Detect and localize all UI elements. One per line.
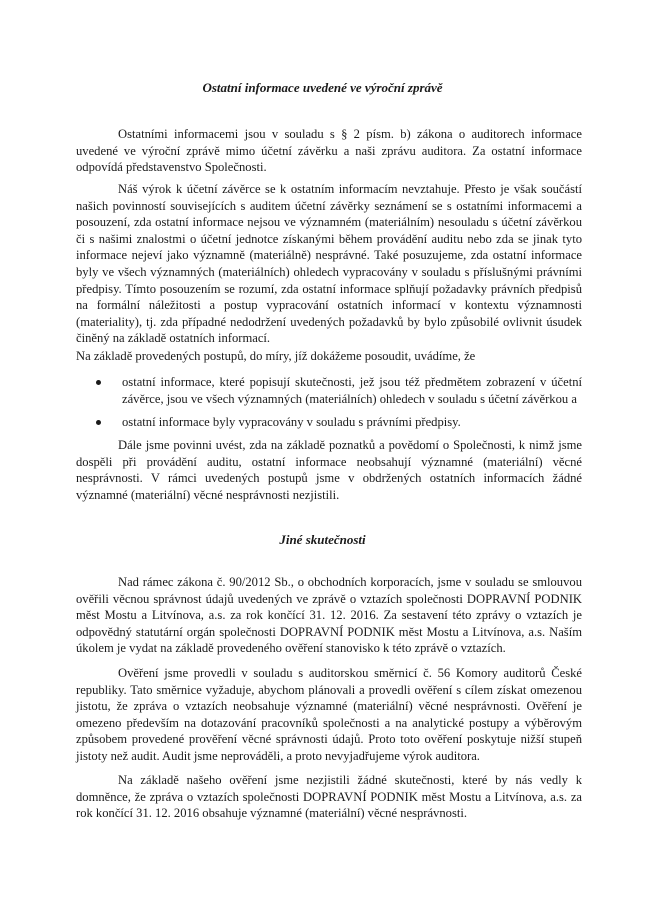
bullet-item: [98, 374, 582, 407]
paragraph-verification-conclusion: Na základě našeho ověření jsme nezjistili žádné skutečnosti, které by nás vedly k domněnce, že zpráva o vztazích společnosti DOPRAVNÍ PODNIK měst Mostu a Litvínova, a.s. za rok končící 31. 12. 2016 obsahuje významné (materiální) věcné nesprávnosti.: [76, 773, 582, 821]
bullet-text: ostatní informace, které popisují skutečnosti, jež jsou též předmětem zobrazení v účetní závěrce, jsou ve všech významných (materiálních) ohledech v souladu s účetní závěrkou a: [122, 375, 582, 406]
paragraph-verification-method: Ověření jsme provedli v souladu s auditorskou směrnicí č. 56 Komory auditorů České republiky. Tato směrnice vyžaduje, abychom plánovali a provedli ověření s cílem získat omezenou jistotu, že zpráva o vztazích neobsahuje významné (materiální) věcné nesprávnosti. Ověření je omezeno především na dotazování pracovníků společnosti a na analytické postupy a výběrovým způsobem provedené prověření věcné správnosti údajů. Proto toto ověření poskytuje nižší stupeň jistoty než audit. Audit jsme neprováděli, a proto nevyjadřujeme výrok auditora.: [76, 666, 582, 763]
section-heading-other-information: Ostatní informace uvedené ve výroční zprávě: [202, 80, 443, 95]
paragraph-material-misstatement-statement: Dále jsme povinni uvést, zda na základě poznatků a povědomí o Společnosti, k nimž jsme dospěli při provádění auditu, ostatní informace neobsahují významné (materiální) věcné nesprávnosti. V rámci uvedených postupů jsme v obdržených ostatních informacích žádné významné (materiální) věcné nesprávnosti nezjistili.: [76, 438, 582, 502]
bullet-item: [98, 414, 582, 431]
section-heading-other-matters: Jiné skutečnosti: [279, 532, 366, 547]
paragraph-other-information-definition: Ostatními informacemi jsou v souladu s § 2 písm. b) zákona o auditorech informace uvedené ve výroční zprávě mimo účetní závěrku a naši zprávu auditora. Za ostatní informace odpovídá představenstvo Společnosti.: [76, 127, 582, 175]
paragraph-auditor-responsibility: Náš výrok k účetní závěrce se k ostatním informacím nevztahuje. Přesto je však součástí našich povinností souvisejících s auditem účetní závěrky seznámení se s ostatními informacemi a posouzení, zda ostatní informace nejsou ve významném (materiálním) nesouladu s účetní závěrkou či s našimi znalostmi o účetní jednotce získanými během provádění auditu nebo zda se jinak tyto informace nejeví jako významně (materiálně) nesprávné. Také posuzujeme, zda ostatní informace byly ve všech významných (materiálních) ohledech vypracovány v souladu s příslušnými právními předpisy. Tímto posouzením se rozumí, zda ostatní informace splňují požadavky právních předpisů na formální náležitosti a postup vypracování ostatních informací v kontextu významnosti (materiality), tj. zda případné nedodržení uvedených požadavků by bylo způsobilé ovlivnit úsudek činěný na základě ostatních informací.: [76, 182, 582, 346]
paragraph-relations-report-scope: Nad rámec zákona č. 90/2012 Sb., o obchodních korporacích, jsme v souladu se smlouvou ověřili věcnou správnost údajů uvedených ve zprávě o vztazích společnosti DOPRAVNÍ PODNIK měst Mostu a Litvínova, a.s. za rok končící 31. 12. 2016. Za sestavení této zprávy o vztazích je odpovědný statutární orgán společnosti DOPRAVNÍ PODNIK měst Mostu a Litvínova, a.s. Naším úkolem je vydat na základě provedeného ověření stanovisko k této zprávě o vztazích.: [76, 575, 582, 656]
bullet-icon: [96, 420, 101, 425]
paragraph-procedures-intro: Na základě provedených postupů, do míry, jíž dokážeme posoudit, uvádíme, že: [76, 349, 476, 363]
bullet-text: ostatní informace byly vypracovány v souladu s právními předpisy.: [122, 415, 461, 429]
bullet-icon: [96, 380, 101, 385]
